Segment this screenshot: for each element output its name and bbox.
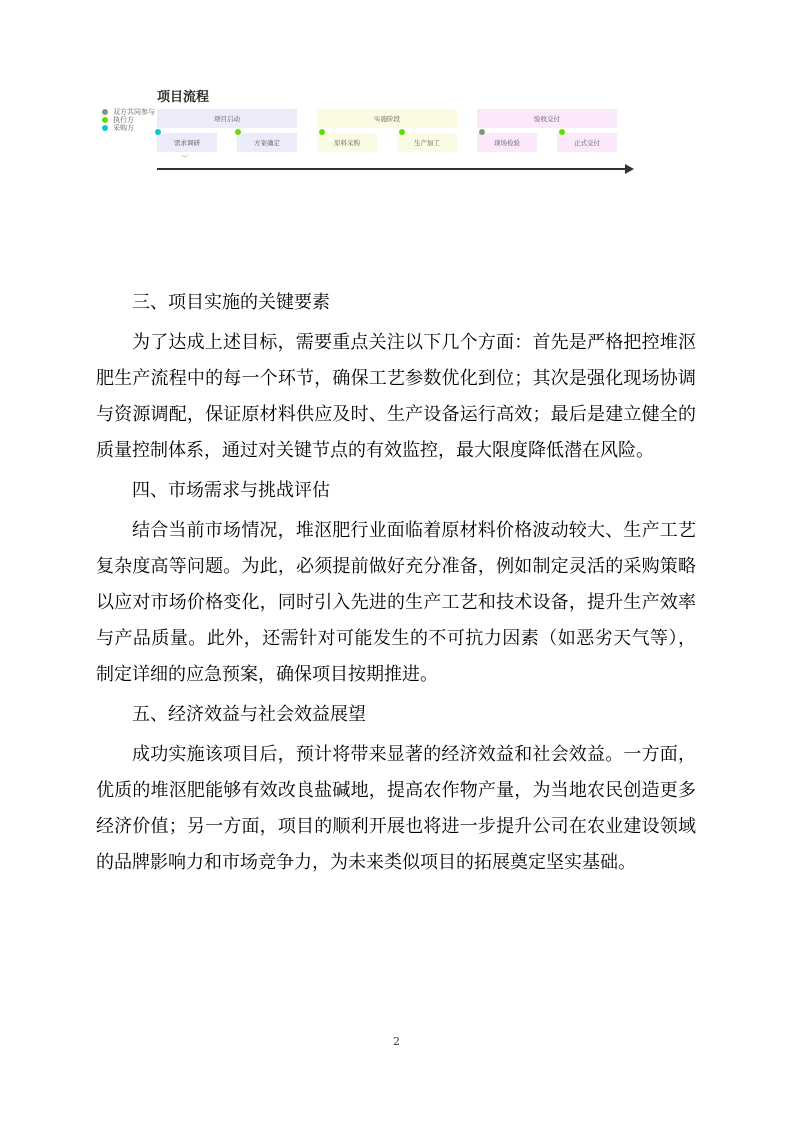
- task-status-dot-icon: [155, 129, 161, 135]
- task-status-dot-icon: [559, 129, 565, 135]
- timeline-axis: [157, 168, 627, 170]
- legend-item-executor: [102, 116, 155, 124]
- arrow-right-icon: [625, 164, 634, 174]
- phase-implementation: 实施阶段: [317, 109, 457, 128]
- connector-mark: [181, 153, 189, 157]
- section-paragraph: 为了达成上述目标，需要重点关注以下几个方面：首先是严格把控堆沤肥生产流程中的每一个环节，确保工艺参数优化到位；其次是强化现场协调与资源调配，保证原材料供应及时、生产设备运行高效；最后是建立健全的质量控制体系，通过对关键节点的有效监控，最大限度降低潜在风险。: [96, 332, 696, 461]
- task-production: 生产加工: [397, 133, 457, 152]
- section-heading: 四、市场需求与挑战评估: [132, 480, 330, 501]
- diagram-title: 项目流程: [157, 90, 210, 105]
- task-status-dot-icon: [235, 129, 241, 135]
- section-heading: 五、经济效益与社会效益展望: [132, 704, 366, 725]
- legend-label: 执行方: [113, 116, 134, 124]
- task-material-purchase: 原料采购: [317, 133, 377, 152]
- task-status-dot-icon: [399, 129, 405, 135]
- section-paragraph: 成功实施该项目后，预计将带来显著的经济效益和社会效益。一方面，优质的堆沤肥能够有效改良盐碱地，提高农作物产量，为当地农民创造更多经济价值；另一方面，项目的顺利开展也将进一步提升公司在农业建设领域的品牌影响力和市场竞争力，为未来类似项目的拓展奠定坚实基础。: [96, 744, 696, 873]
- project-flow-diagram: [95, 80, 655, 190]
- section-heading: 三、项目实施的关键要素: [132, 292, 330, 313]
- legend-dot-icon: [102, 117, 108, 123]
- legend-dot-icon: [102, 125, 108, 131]
- page-number: 2: [393, 1035, 400, 1048]
- task-plan-confirm: 方案确定: [237, 133, 297, 152]
- phase-project-start: 项目启动: [157, 109, 297, 128]
- task-status-dot-icon: [319, 129, 325, 135]
- legend-item-purchaser: [102, 124, 155, 132]
- legend-label: 采购方: [113, 124, 134, 132]
- legend-dot-icon: [102, 109, 108, 115]
- task-status-dot-icon: [479, 129, 485, 135]
- phase-acceptance: 验收交付: [477, 109, 617, 128]
- task-requirements-research: 需求调研: [157, 133, 217, 152]
- diagram-legend: [102, 108, 155, 132]
- task-formal-delivery: 正式交付: [557, 133, 617, 152]
- legend-item-joint: [102, 108, 155, 116]
- document-body: [96, 285, 696, 885]
- section-paragraph: 结合当前市场情况，堆沤肥行业面临着原材料价格波动较大、生产工艺复杂度高等问题。为此，必须提前做好充分准备，例如制定灵活的采购策略以应对市场价格变化，同时引入先进的生产工艺和技术设备，提升生产效率与产品质量。此外，还需针对可能发生的不可抗力因素（如恶劣天气等），制定详细的应急预案，确保项目按期推进。: [96, 520, 696, 685]
- legend-label: 双方共同参与: [113, 108, 155, 116]
- task-onsite-inspection: 现场检验: [477, 133, 537, 152]
